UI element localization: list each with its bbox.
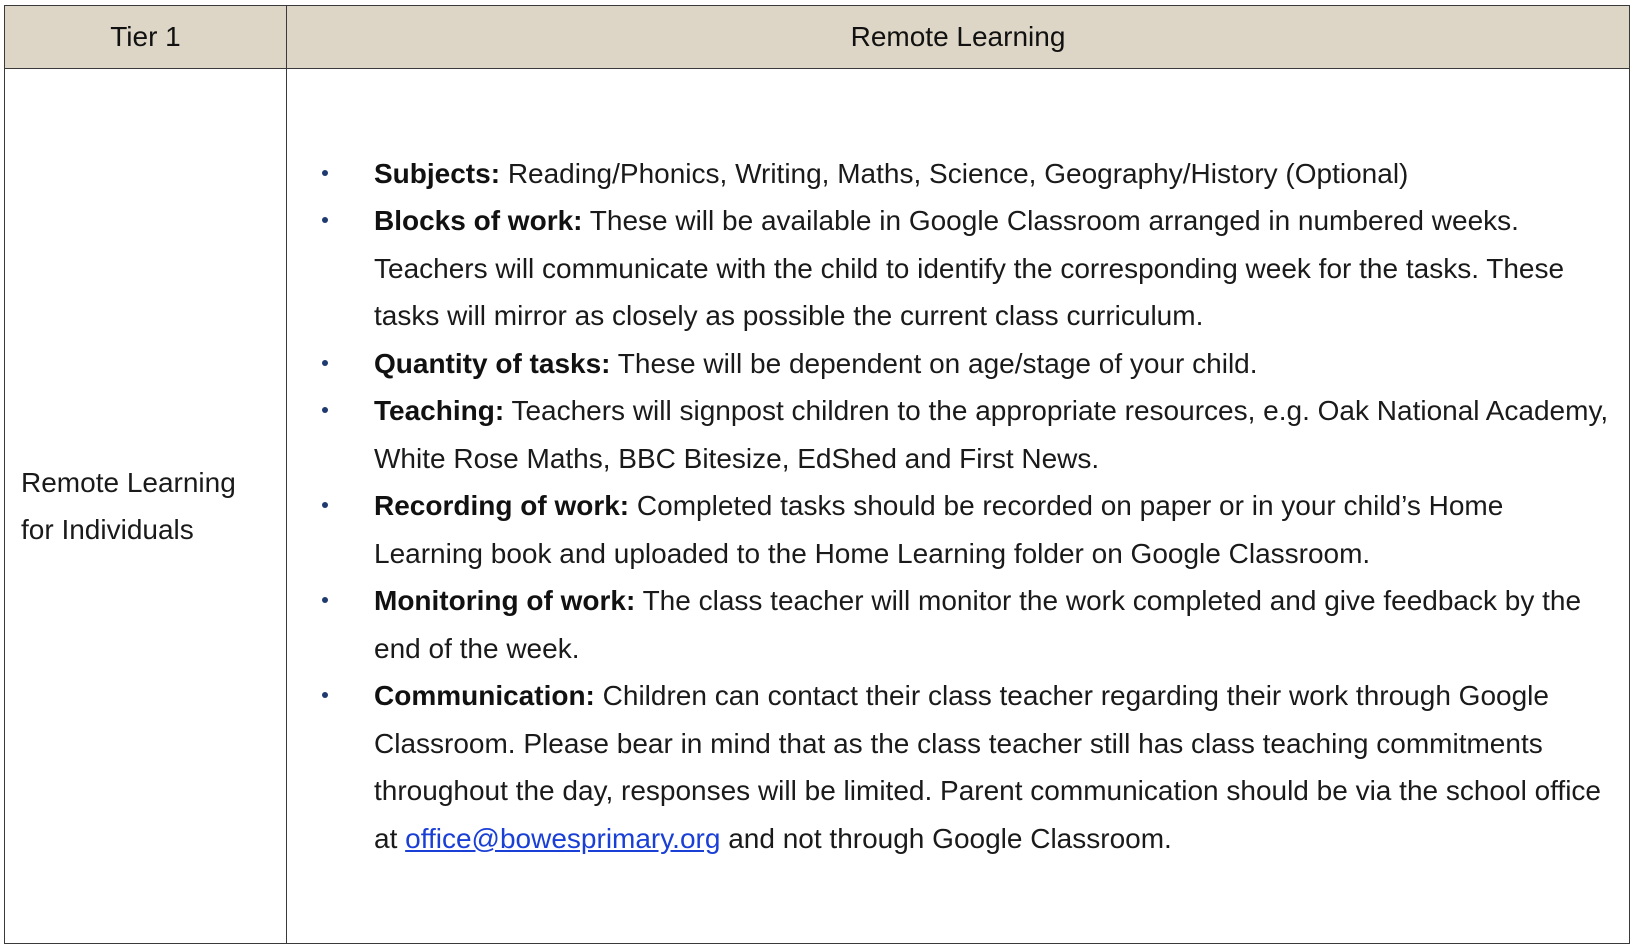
bullet-icon (322, 360, 328, 366)
item-text: and not through Google Classroom. (728, 822, 1172, 854)
item-text: Reading/Phonics, Writing, Maths, Science, Geography/History (Optional) (507, 157, 1409, 189)
item-term: Teaching: (374, 395, 505, 427)
item-term: Quantity of tasks: (374, 347, 611, 379)
bullet-icon (322, 597, 328, 603)
item-text: These will be available in Google Classroom arranged in numbered weeks. Teachers will communicate with the child to identify the corresponding week for the tasks. These tasks will mirror as closely as possible the current class curriculum. (374, 205, 1565, 332)
list-item (287, 577, 1609, 672)
item-text: The class teacher will monitor the work completed and give feedback by the end of the week. (374, 585, 1582, 664)
item-term: Blocks of work: (374, 205, 583, 237)
item-text: Children can contact their class teacher regarding their work through Google Classroom. Please bear in mind that as the class teacher still has class teaching commitments throughout the day, responses will be limited. Parent communication should be via the school office at (374, 680, 1601, 854)
bullet-list (287, 100, 1629, 913)
bullet-icon (322, 407, 328, 413)
item-text: Completed tasks should be recorded on paper or in your child’s Home Learning book and uploaded to the Home Learning folder on Google Classroom. (374, 490, 1504, 569)
header-remote-learning: Remote Learning (287, 6, 1630, 69)
bullet-icon (322, 692, 328, 698)
bullet-icon (322, 502, 328, 508)
list-item (287, 672, 1609, 862)
item-text: These will be dependent on age/stage of your child. (617, 347, 1258, 379)
table-row (5, 69, 1630, 944)
list-item (287, 340, 1609, 388)
row-label: Remote Learning for Individuals (5, 69, 287, 944)
list-item (287, 482, 1609, 577)
header-tier: Tier 1 (5, 6, 287, 69)
item-term: Subjects: (374, 157, 501, 189)
office-email-link[interactable]: office@bowesprimary.org (405, 822, 721, 854)
item-text: Teachers will signpost children to the appropriate resources, e.g. Oak National Academy, White Rose Maths, BBC Bitesize, EdShed and First News. (374, 395, 1609, 474)
bullet-icon (322, 217, 328, 223)
list-item (287, 150, 1609, 198)
content-cell (287, 69, 1630, 944)
header-row (5, 6, 1630, 69)
list-item (287, 387, 1609, 482)
item-term: Monitoring of work: (374, 585, 636, 617)
item-term: Communication: (374, 680, 595, 712)
list-item (287, 197, 1609, 340)
remote-learning-table (4, 5, 1630, 944)
item-term: Recording of work: (374, 490, 630, 522)
bullet-icon (322, 170, 328, 176)
